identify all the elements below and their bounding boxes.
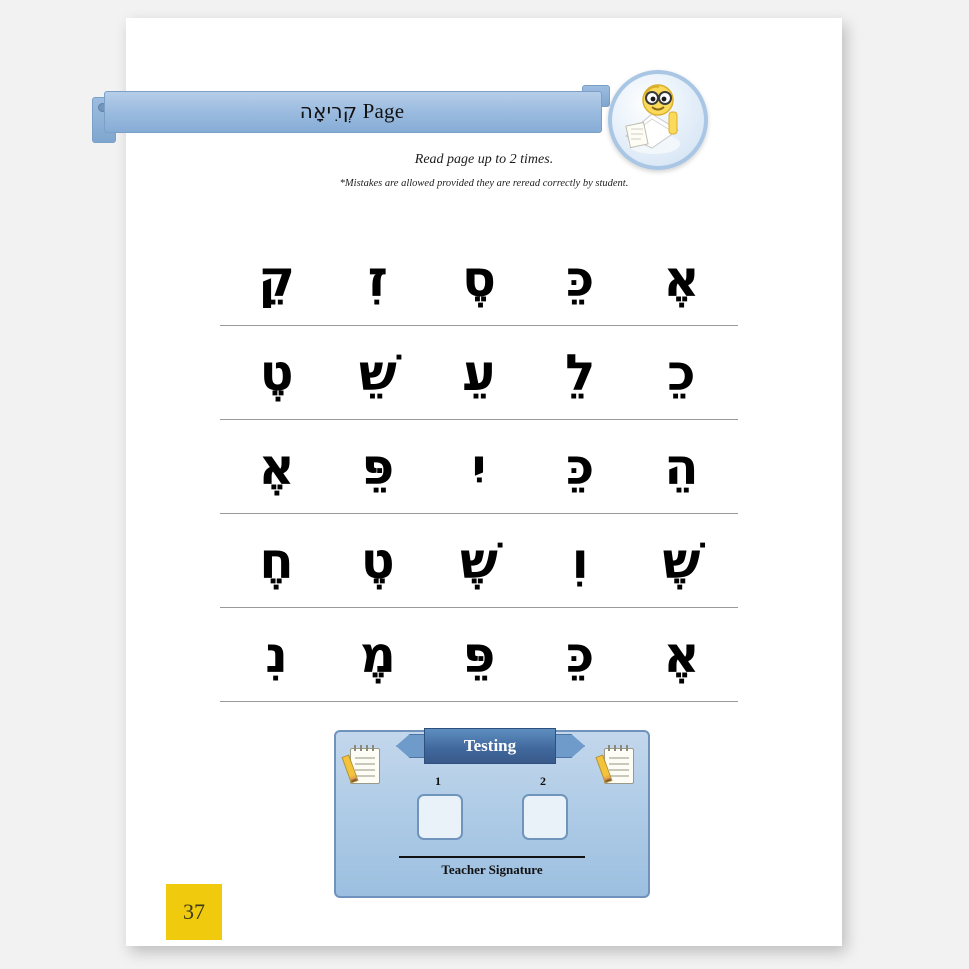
- notepad-pencil-icon: [604, 748, 634, 784]
- letter-row: [220, 514, 738, 608]
- page-number-tab: 37: [166, 884, 222, 940]
- instruction-note: *Mistakes are allowed provided they are reread correctly by student.: [339, 178, 629, 189]
- letter-cell: כֵּ: [566, 249, 595, 308]
- letter-cell: פֵּ: [361, 437, 395, 496]
- letter-row: [220, 420, 738, 514]
- page-title-hebrew: קְרִיאָה: [299, 99, 358, 123]
- check-box-1[interactable]: [417, 794, 463, 840]
- letter-cell: כֵּ: [566, 625, 595, 684]
- check-number-1: 1: [435, 774, 441, 788]
- letter-row: [220, 326, 738, 420]
- letter-cell: סֶ: [462, 249, 496, 308]
- letter-cell: כֵ: [667, 343, 696, 402]
- letter-cell: שֶׁ: [460, 531, 498, 590]
- letter-cell: חֶ: [259, 531, 294, 590]
- page-title: [104, 91, 600, 131]
- letter-cell: שֵׁ: [358, 343, 397, 402]
- letter-cell: הֵ: [664, 437, 699, 496]
- letter-cell: אֶ: [663, 625, 700, 684]
- letter-row: [220, 232, 738, 326]
- letter-cell: טֶ: [360, 531, 395, 590]
- letter-grid: [220, 232, 738, 702]
- page-title-english: Page: [362, 99, 405, 123]
- letter-row: [220, 608, 738, 702]
- letter-cell: פֵּ: [462, 625, 496, 684]
- signature-line[interactable]: [399, 856, 585, 858]
- testing-label: Testing: [424, 728, 556, 764]
- letter-cell: אֶ: [258, 437, 295, 496]
- letter-cell: וִ: [571, 531, 589, 590]
- instruction-primary: Read page up to 2 times.: [414, 152, 554, 167]
- signature-label: Teacher Signature: [441, 862, 543, 877]
- letter-cell: עֵ: [462, 343, 496, 402]
- letter-cell: יִ: [471, 437, 487, 496]
- letter-cell: קֵ: [258, 249, 295, 308]
- testing-ribbon: [398, 728, 581, 762]
- letter-cell: שֶׁ: [662, 531, 701, 590]
- letter-cell: אֶ: [663, 249, 700, 308]
- letter-cell: מֶ: [359, 625, 396, 684]
- check-number-2: 2: [540, 774, 546, 788]
- letter-cell: לֵ: [565, 343, 596, 402]
- title-banner: [92, 75, 612, 147]
- notepad-pencil-icon: [350, 748, 380, 784]
- letter-cell: טֶ: [259, 343, 294, 402]
- check-box-2[interactable]: [522, 794, 568, 840]
- letter-cell: נִ: [265, 625, 288, 684]
- letter-cell: זִ: [367, 249, 388, 308]
- letter-cell: כֵּ: [566, 437, 595, 496]
